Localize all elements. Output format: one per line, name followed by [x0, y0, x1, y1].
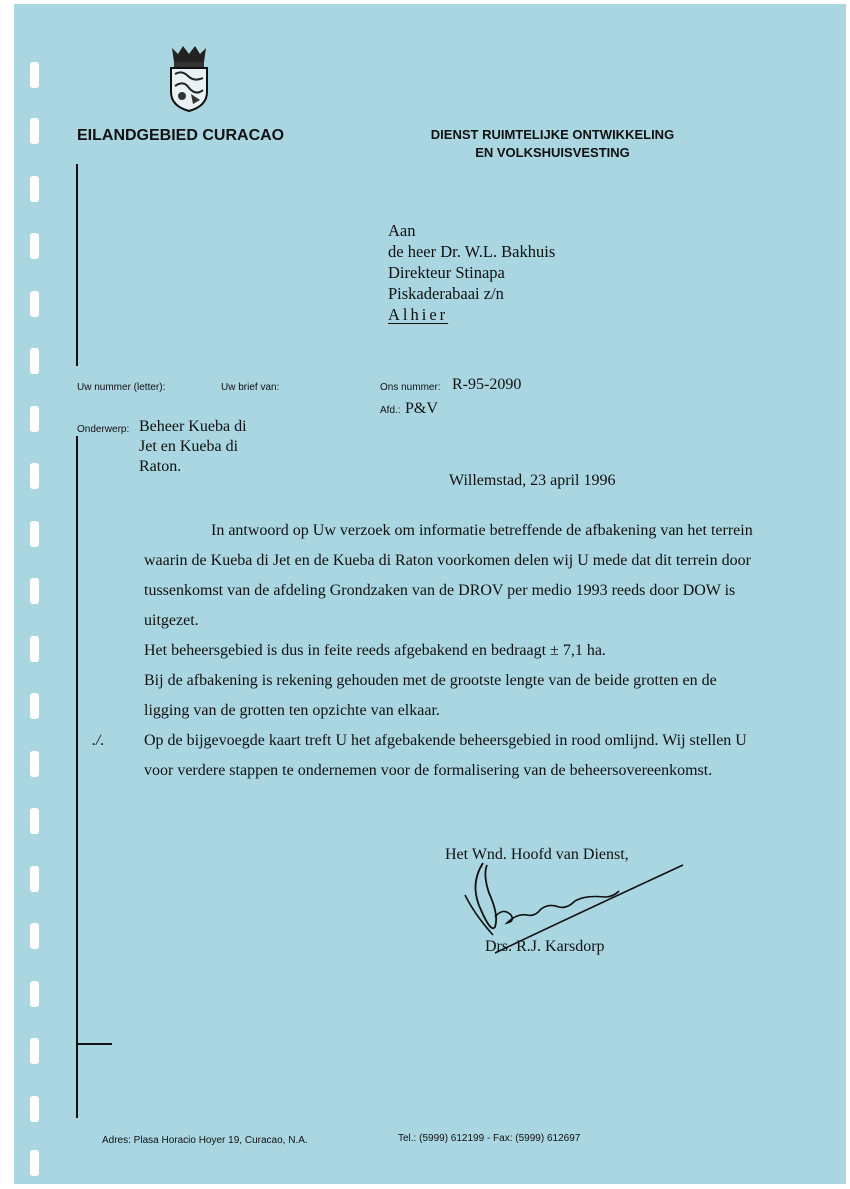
binder-hole	[30, 1038, 39, 1064]
recipient-line-4: Piskaderabaai z/n	[388, 284, 504, 303]
subject-line-2: Jet en Kueba di	[139, 438, 239, 455]
recipient-address	[388, 220, 555, 325]
binder-hole	[30, 866, 39, 892]
issuing-authority: EILANDGEBIED CURACAO	[77, 127, 285, 144]
signatory-name: Drs. R.J. Karsdorp	[485, 938, 605, 955]
recipient-line-3: Direkteur Stinapa	[388, 263, 505, 282]
margin-rule-bottom	[76, 436, 78, 1118]
body-paragraph-2: Het beheersgebied is dus in feite reeds afgebakend en bedraagt ± 7,1 ha.	[144, 642, 606, 659]
footer-address: Adres: Plasa Horacio Hoyer 19, Curacao, N.A.	[102, 1135, 308, 1146]
coat-of-arms-logo	[166, 44, 212, 114]
department-label: Afd.:	[380, 405, 401, 416]
letter-body	[144, 516, 764, 786]
binder-hole	[30, 636, 39, 662]
binder-hole	[30, 233, 39, 259]
binder-hole	[30, 751, 39, 777]
binder-hole	[30, 1150, 39, 1176]
margin-rule-top	[76, 164, 78, 366]
binder-hole	[30, 923, 39, 949]
binder-hole	[30, 578, 39, 604]
fold-mark	[76, 1043, 112, 1045]
body-paragraph-3: Bij de afbakening is rekening gehouden met de grootste lengte van de beide grotten en de ligging van de grotten ten opzichte van elkaar.	[144, 672, 717, 719]
body-paragraph-1: In antwoord op Uw verzoek om informatie betreffende de afbakening van het terrein waarin de Kueba di Jet en de Kueba di Raton voorkomen delen wij U mede dat dit terrein door tussenkomst van de afdeling Grondzaken van de DROV per medio 1993 reeds door DOW is uitgezet.	[144, 522, 753, 629]
binder-hole	[30, 348, 39, 374]
binder-hole	[30, 291, 39, 317]
date-line: Willemstad, 23 april 1996	[449, 472, 616, 489]
recipient-line-5: Alhier	[388, 305, 449, 324]
binder-hole	[30, 521, 39, 547]
our-number-value: R-95-2090	[452, 376, 522, 393]
subject-label: Onderwerp:	[77, 424, 130, 435]
binder-hole	[30, 693, 39, 719]
binder-hole	[30, 176, 39, 202]
binder-hole	[30, 1096, 39, 1122]
body-paragraph-4: Op de bijgevoegde kaart treft U het afgebakende beheersgebied in rood omlijnd. Wij stellen U voor verdere stappen te ondernemen voor de formalisering van de beheersovereenkomst.	[144, 732, 747, 779]
footer-phone-fax: Tel.: (5999) 612199 - Fax: (5999) 612697	[398, 1133, 581, 1144]
department-line-1: DIENST RUIMTELIJKE ONTWIKKELING	[430, 127, 675, 142]
binder-hole	[30, 62, 39, 88]
signatory-title: Het Wnd. Hoofd van Dienst,	[445, 846, 629, 863]
binder-hole	[30, 406, 39, 432]
binder-hole	[30, 808, 39, 834]
subject-value	[139, 417, 247, 477]
subject-line-1: Beheer Kueba di	[139, 418, 247, 435]
your-letter-label: Uw brief van:	[221, 382, 280, 393]
recipient-line-2: de heer Dr. W.L. Bakhuis	[388, 242, 556, 261]
your-number-label: Uw nummer (letter):	[77, 382, 166, 393]
department-value: P&V	[405, 400, 438, 417]
binder-hole	[30, 118, 39, 144]
recipient-line-1: Aan	[388, 221, 416, 240]
binder-hole	[30, 463, 39, 489]
enclosure-mark: ./.	[92, 732, 105, 749]
binder-hole	[30, 981, 39, 1007]
our-number-label: Ons nummer:	[380, 382, 441, 393]
department-name	[430, 126, 675, 162]
subject-line-3: Raton.	[139, 458, 182, 475]
department-line-2: EN VOLKSHUISVESTING	[475, 145, 630, 160]
